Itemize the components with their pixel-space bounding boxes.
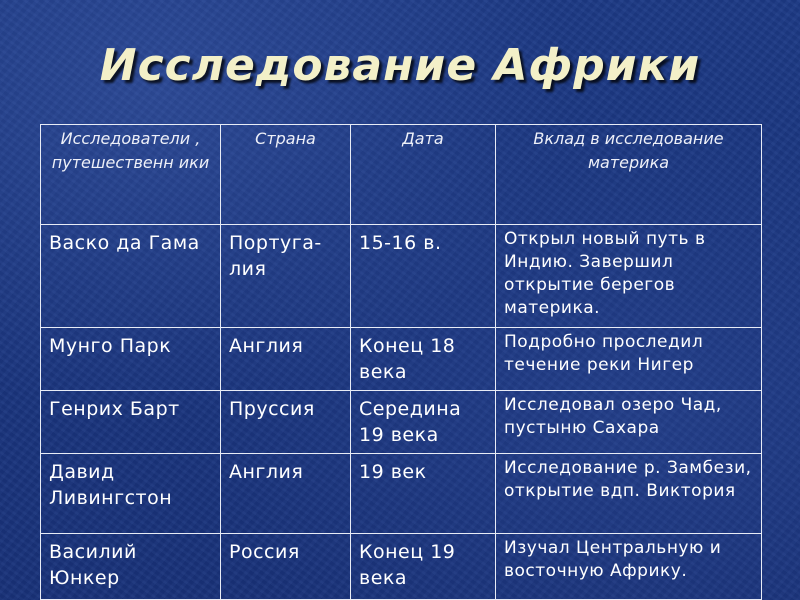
cell-contribution: Подробно проследил течение реки Нигер [496, 328, 762, 391]
cell-contribution: Исследовал озеро Чад, пустыню Сахара [496, 391, 762, 454]
cell-name: Василий Юнкер [41, 534, 221, 600]
cell-contribution: Открыл новый путь в Индию. Завершил открытие берегов материка. [496, 225, 762, 328]
table-row [41, 225, 762, 328]
cell-country: Португа-лия [221, 225, 351, 328]
cell-date: Конец 19 века [351, 534, 496, 600]
cell-country: Англия [221, 328, 351, 391]
header-explorers: Исследователи , путешественн ики [41, 125, 221, 225]
cell-name: Васко да Гама [41, 225, 221, 328]
cell-date: Конец 18 века [351, 328, 496, 391]
table-row [41, 391, 762, 454]
cell-date: 15-16 в. [351, 225, 496, 328]
cell-date: Середина 19 века [351, 391, 496, 454]
cell-name: Давид Ливингстон [41, 454, 221, 534]
cell-name: Генрих Барт [41, 391, 221, 454]
cell-country: Пруссия [221, 391, 351, 454]
slide-title: Исследование Африки [99, 40, 701, 91]
cell-name: Мунго Парк [41, 328, 221, 391]
header-country: Страна [221, 125, 351, 225]
table-row [41, 328, 762, 391]
table-row [41, 534, 762, 600]
cell-date: 19 век [351, 454, 496, 534]
cell-contribution: Исследование р. Замбези, открытие вдп. Виктория [496, 454, 762, 534]
explorers-table [40, 124, 762, 600]
cell-country: Россия [221, 534, 351, 600]
table-header-row [41, 125, 762, 225]
cell-contribution: Изучал Центральную и восточную Африку. [496, 534, 762, 600]
header-contribution: Вклад в исследование материка [496, 125, 762, 225]
header-date: Дата [351, 125, 496, 225]
cell-country: Англия [221, 454, 351, 534]
table-row [41, 454, 762, 534]
